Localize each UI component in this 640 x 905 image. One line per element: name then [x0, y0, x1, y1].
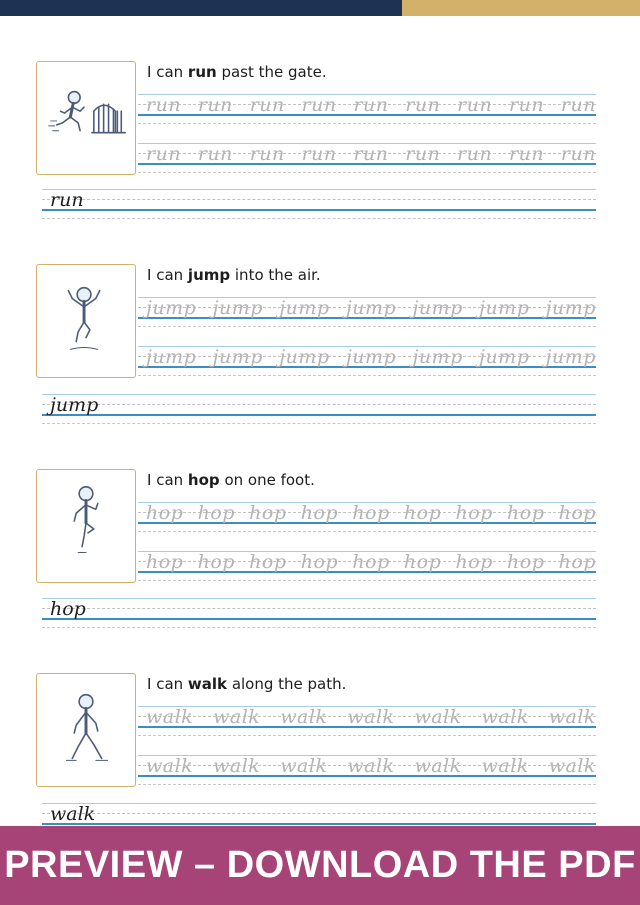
trace-line-2[interactable]: [138, 755, 596, 785]
trace-line-1[interactable]: [138, 94, 596, 124]
trace-word: jump: [412, 297, 463, 319]
exercise-walk: [0, 673, 640, 843]
sentence-verb: jump: [187, 266, 231, 284]
trace-word: walk: [548, 755, 596, 777]
trace-word: walk: [481, 755, 529, 777]
trace-line-2[interactable]: [138, 346, 596, 376]
trace-word: hop: [197, 502, 235, 524]
trace-line-1[interactable]: [138, 502, 596, 532]
trace-words: [146, 707, 596, 727]
trace-word: walk: [481, 706, 529, 728]
trace-word: walk: [146, 755, 194, 777]
trace-word: hop: [249, 502, 287, 524]
trace-word: hop: [558, 502, 596, 524]
boy-walking-icon: [37, 674, 135, 786]
practice-line[interactable]: [42, 598, 596, 628]
sentence-suffix: along the path.: [231, 675, 347, 693]
trace-word: jump: [279, 346, 330, 368]
trace-word: jump: [412, 346, 463, 368]
trace-word: run: [457, 143, 493, 165]
trace-word: walk: [213, 706, 261, 728]
sentence-suffix: past the gate.: [221, 63, 327, 81]
sentence-prefix: I can: [147, 266, 184, 284]
trace-word: run: [509, 143, 545, 165]
trace-word: jump: [479, 346, 530, 368]
trace-word: run: [457, 94, 493, 116]
trace-word: walk: [548, 706, 596, 728]
trace-words: [146, 552, 596, 572]
trace-words: [146, 298, 596, 318]
trace-word: hop: [403, 502, 442, 524]
trace-word: hop: [300, 502, 339, 524]
trace-word: jump: [545, 346, 596, 368]
trace-word: walk: [280, 706, 328, 728]
trace-words: [146, 756, 596, 776]
trace-words: [146, 503, 596, 523]
trace-word: hop: [352, 502, 390, 524]
top-color-bar: [0, 0, 640, 16]
trace-word: run: [405, 143, 441, 165]
trace-word: hop: [146, 502, 184, 524]
practice-line[interactable]: [42, 189, 596, 219]
top-bar-gold-segment: [402, 0, 640, 16]
exercise-jump: [0, 264, 640, 434]
trace-word: walk: [146, 706, 194, 728]
model-word: hop: [50, 598, 86, 620]
trace-line-2[interactable]: [138, 551, 596, 581]
trace-word: walk: [280, 755, 328, 777]
sentence-prefix: I can: [147, 471, 184, 489]
sentence: [147, 266, 321, 284]
trace-word: run: [560, 143, 596, 165]
trace-word: run: [301, 94, 337, 116]
trace-word: hop: [197, 551, 235, 573]
banner-text: PREVIEW – DOWNLOAD THE PDF: [4, 844, 636, 886]
sentence: [147, 471, 315, 489]
sentence-prefix: I can: [147, 675, 184, 693]
trace-word: jump: [345, 346, 397, 368]
trace-word: jump: [279, 297, 330, 319]
sentence-prefix: I can: [147, 63, 184, 81]
sentence-verb: hop: [187, 471, 220, 489]
trace-word: walk: [347, 706, 395, 728]
trace-word: hop: [455, 502, 493, 524]
trace-word: jump: [212, 346, 263, 368]
boy-jumping-icon: [37, 265, 135, 377]
trace-word: jump: [479, 297, 530, 319]
boy-hopping-icon: [37, 470, 135, 582]
trace-word: walk: [213, 755, 261, 777]
trace-word: run: [249, 143, 285, 165]
sentence: [147, 675, 346, 693]
trace-word: run: [249, 94, 285, 116]
trace-word: run: [197, 94, 233, 116]
exercise-run: [0, 61, 640, 231]
trace-word: run: [146, 143, 182, 165]
trace-word: walk: [414, 706, 462, 728]
illustration-frame: [36, 61, 136, 175]
illustration-frame: [36, 673, 136, 787]
trace-words: [146, 95, 596, 115]
exercise-hop: [0, 469, 640, 639]
trace-word: jump: [212, 297, 263, 319]
sentence-verb: walk: [187, 675, 228, 693]
trace-word: run: [146, 94, 182, 116]
sentence-suffix: on one foot.: [224, 471, 315, 489]
trace-word: walk: [414, 755, 462, 777]
trace-word: hop: [558, 551, 596, 573]
trace-word: run: [353, 143, 389, 165]
sentence-suffix: into the air.: [234, 266, 321, 284]
trace-word: run: [301, 143, 337, 165]
practice-line[interactable]: [42, 394, 596, 424]
trace-line-1[interactable]: [138, 706, 596, 736]
trace-word: hop: [249, 551, 287, 573]
trace-word: run: [197, 143, 233, 165]
trace-word: jump: [146, 346, 197, 368]
trace-word: jump: [146, 297, 197, 319]
preview-download-banner[interactable]: [0, 826, 640, 905]
trace-word: hop: [507, 502, 545, 524]
trace-word: hop: [507, 551, 545, 573]
trace-line-2[interactable]: [138, 143, 596, 173]
trace-word: hop: [300, 551, 339, 573]
trace-word: jump: [545, 297, 596, 319]
trace-word: hop: [352, 551, 390, 573]
illustration-frame: [36, 264, 136, 378]
top-bar-navy-segment: [0, 0, 402, 16]
sentence: [147, 63, 327, 81]
trace-word: jump: [345, 297, 397, 319]
trace-word: hop: [403, 551, 442, 573]
illustration-frame: [36, 469, 136, 583]
trace-word: run: [405, 94, 441, 116]
model-word: run: [50, 189, 84, 211]
trace-word: run: [509, 94, 545, 116]
trace-words: [146, 347, 596, 367]
trace-word: hop: [455, 551, 493, 573]
sentence-verb: run: [187, 63, 217, 81]
trace-word: run: [560, 94, 596, 116]
trace-words: [146, 144, 596, 164]
model-word: jump: [50, 394, 99, 416]
trace-word: run: [353, 94, 389, 116]
trace-line-1[interactable]: [138, 297, 596, 327]
boy-running-past-gate-icon: [37, 62, 135, 174]
trace-word: walk: [347, 755, 395, 777]
trace-word: hop: [146, 551, 184, 573]
model-word: walk: [50, 803, 96, 825]
